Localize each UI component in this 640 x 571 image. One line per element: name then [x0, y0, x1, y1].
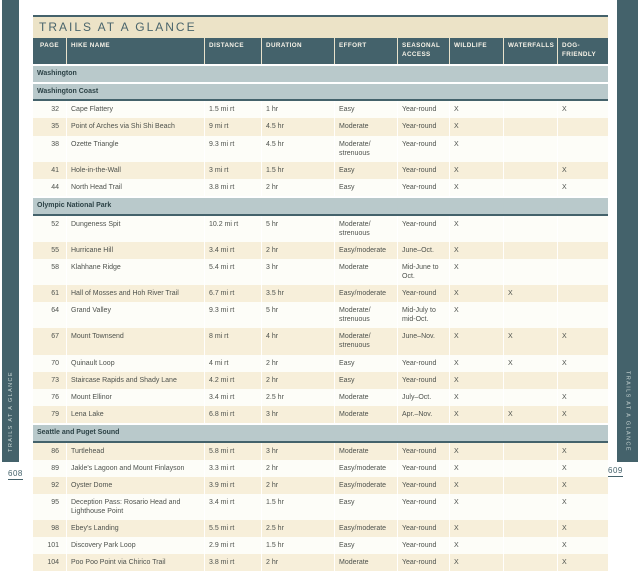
cell-hike: Cape Flattery — [66, 101, 204, 118]
cell-wildlife: X — [449, 259, 503, 285]
cell-distance: 9.3 mi rt — [204, 302, 261, 328]
cell-distance: 3.8 mi rt — [204, 179, 261, 196]
cell-distance: 6.8 mi rt — [204, 406, 261, 423]
cell-effort: Moderate — [334, 389, 397, 406]
cell-seasonal: Year-round — [397, 118, 449, 135]
cell-duration: 3 hr — [261, 443, 334, 460]
cell-effort: Moderate — [334, 554, 397, 571]
cell-page: 86 — [51, 447, 59, 455]
cell-distance: 3 mi rt — [204, 162, 261, 179]
cell-wildlife: X — [449, 443, 503, 460]
cell-wildlife: X — [449, 520, 503, 537]
cell-seasonal: Year-round — [397, 537, 449, 554]
cell-dog: X — [557, 494, 608, 520]
cell-duration: 1 hr — [261, 101, 334, 118]
cell-distance: 4 mi rt — [204, 355, 261, 372]
cell-duration: 2.5 hr — [261, 389, 334, 406]
cell-waterfalls — [503, 372, 557, 389]
cell-page: 70 — [51, 359, 59, 367]
section-heading: Seattle and Puget Sound — [33, 425, 608, 443]
cell-waterfalls — [503, 101, 557, 118]
cell-duration: 3.5 hr — [261, 285, 334, 302]
cell-waterfalls — [503, 389, 557, 406]
cell-seasonal: Year-round — [397, 179, 449, 196]
cell-seasonal: Mid-June to Oct. — [397, 259, 449, 285]
cell-page: 64 — [51, 307, 59, 315]
cell-wildlife: X — [449, 179, 503, 196]
cell-wildlife: X — [449, 554, 503, 571]
column-header-duration: DURATION — [261, 38, 334, 64]
cell-distance: 3.9 mi rt — [204, 477, 261, 494]
trail-row — [33, 520, 608, 537]
cell-hike: Grand Valley — [66, 302, 204, 328]
cell-waterfalls — [503, 537, 557, 554]
cell-effort: Easy/​moderate — [334, 477, 397, 494]
cell-hike: Hole-in-the-Wall — [66, 162, 204, 179]
cell-dog — [557, 118, 608, 135]
cell-hike: Turtlehead — [66, 443, 204, 460]
cell-dog: X — [557, 328, 608, 354]
cell-page: 32 — [51, 106, 59, 114]
cell-seasonal: Mid-July to mid-Oct. — [397, 302, 449, 328]
cell-dog — [557, 302, 608, 328]
cell-duration: 1.5 hr — [261, 162, 334, 179]
cell-dog — [557, 216, 608, 242]
trail-row — [33, 118, 608, 135]
cell-page: 95 — [51, 498, 59, 506]
cell-distance: 4.2 mi rt — [204, 372, 261, 389]
cell-hike: Quinault Loop — [66, 355, 204, 372]
cell-wildlife: X — [449, 389, 503, 406]
cell-hike: Oyster Dome — [66, 477, 204, 494]
cell-hike: North Head Trail — [66, 179, 204, 196]
cell-effort: Moderate/​strenuous — [334, 302, 397, 328]
cell-dog: X — [557, 477, 608, 494]
cell-hike: Ebey's Landing — [66, 520, 204, 537]
cell-seasonal: Year-round — [397, 285, 449, 302]
cell-effort: Easy/​moderate — [334, 242, 397, 259]
trail-row — [33, 477, 608, 494]
cell-waterfalls — [503, 259, 557, 285]
cell-distance: 3.8 mi rt — [204, 554, 261, 571]
right-tab-label: TRAILS AT A GLANCE — [624, 371, 631, 452]
cell-page: 44 — [51, 183, 59, 191]
cell-waterfalls — [503, 162, 557, 179]
cell-page: 52 — [51, 220, 59, 228]
trail-row — [33, 216, 608, 242]
cell-duration: 2 hr — [261, 460, 334, 477]
trail-row — [33, 372, 608, 389]
cell-distance: 3.4 mi rt — [204, 389, 261, 406]
cell-effort: Easy — [334, 101, 397, 118]
cell-waterfalls — [503, 136, 557, 162]
cell-duration: 2 hr — [261, 179, 334, 196]
cell-waterfalls — [503, 477, 557, 494]
cell-page: 92 — [51, 481, 59, 489]
cell-wildlife: X — [449, 136, 503, 162]
cell-waterfalls — [503, 118, 557, 135]
cell-page: 38 — [51, 140, 59, 148]
cell-effort: Moderate/​strenuous — [334, 216, 397, 242]
cell-hike: Mount Townsend — [66, 328, 204, 354]
cell-hike: Hurricane Hill — [66, 242, 204, 259]
trail-row — [33, 179, 608, 196]
cell-page: 89 — [51, 464, 59, 472]
trail-row — [33, 406, 608, 423]
cell-duration: 1.5 hr — [261, 494, 334, 520]
cell-dog: X — [557, 554, 608, 571]
trail-row — [33, 537, 608, 554]
column-header-dog: DOG-FRIENDLY — [557, 38, 608, 64]
cell-wildlife: X — [449, 285, 503, 302]
cell-page: 58 — [51, 263, 59, 271]
cell-wildlife: X — [449, 406, 503, 423]
cell-effort: Easy — [334, 372, 397, 389]
left-edge-tab — [2, 0, 19, 462]
section-heading: Washington Coast — [33, 84, 608, 102]
cell-seasonal: Year-round — [397, 216, 449, 242]
cell-duration: 2 hr — [261, 477, 334, 494]
left-tab-label: TRAILS AT A GLANCE — [7, 371, 14, 452]
cell-waterfalls: X — [503, 285, 557, 302]
cell-seasonal: July–Oct. — [397, 389, 449, 406]
cell-page: 76 — [51, 393, 59, 401]
cell-effort: Easy — [334, 355, 397, 372]
cell-wildlife: X — [449, 162, 503, 179]
cell-wildlife: X — [449, 328, 503, 354]
trail-row — [33, 389, 608, 406]
cell-duration: 5 hr — [261, 216, 334, 242]
cell-hike: Discovery Park Loop — [66, 537, 204, 554]
trail-row — [33, 242, 608, 259]
cell-dog — [557, 285, 608, 302]
cell-dog — [557, 259, 608, 285]
cell-page: 61 — [51, 290, 59, 298]
cell-wildlife: X — [449, 494, 503, 520]
cell-wildlife: X — [449, 477, 503, 494]
cell-duration: 5 hr — [261, 302, 334, 328]
column-header-page: PAGE — [40, 42, 59, 49]
section-heading: Olympic National Park — [33, 198, 608, 216]
cell-wildlife: X — [449, 101, 503, 118]
cell-waterfalls — [503, 216, 557, 242]
cell-dog: X — [557, 537, 608, 554]
cell-waterfalls — [503, 443, 557, 460]
trail-row — [33, 101, 608, 118]
cell-hike: Staircase Rapids and Shady Lane — [66, 372, 204, 389]
trail-row — [33, 136, 608, 162]
cell-dog — [557, 136, 608, 162]
cell-duration: 2 hr — [261, 355, 334, 372]
cell-duration: 3 hr — [261, 406, 334, 423]
cell-wildlife: X — [449, 372, 503, 389]
cell-distance: 6.7 mi rt — [204, 285, 261, 302]
cell-duration: 4.5 hr — [261, 118, 334, 135]
cell-distance: 3.4 mi rt — [204, 242, 261, 259]
cell-distance: 5.4 mi rt — [204, 259, 261, 285]
cell-effort: Easy — [334, 162, 397, 179]
cell-wildlife: X — [449, 216, 503, 242]
column-header-seasonal: SEASONAL ACCESS — [397, 38, 449, 64]
cell-seasonal: Year-round — [397, 162, 449, 179]
cell-page: 101 — [47, 542, 59, 550]
cell-waterfalls: X — [503, 328, 557, 354]
cell-effort: Easy — [334, 537, 397, 554]
cell-hike: Lena Lake — [66, 406, 204, 423]
trail-row — [33, 302, 608, 328]
cell-hike: Point of Arches via Shi Shi Beach — [66, 118, 204, 135]
trails-table — [33, 15, 608, 571]
cell-dog: X — [557, 179, 608, 196]
cell-page: 35 — [51, 123, 59, 131]
cell-seasonal: Apr.–Nov. — [397, 406, 449, 423]
cell-waterfalls: X — [503, 406, 557, 423]
cell-distance: 10.2 mi rt — [204, 216, 261, 242]
cell-distance: 9 mi rt — [204, 118, 261, 135]
cell-seasonal: Year-round — [397, 443, 449, 460]
cell-dog: X — [557, 520, 608, 537]
cell-hike: Klahhane Ridge — [66, 259, 204, 285]
cell-dog: X — [557, 460, 608, 477]
column-header-row — [33, 38, 608, 64]
cell-duration: 2 hr — [261, 372, 334, 389]
cell-wildlife: X — [449, 537, 503, 554]
cell-hike: Poo Poo Point via Chirico Trail — [66, 554, 204, 571]
right-page-number: 609 — [608, 466, 623, 475]
section-heading: Washington — [33, 66, 608, 82]
cell-effort: Easy/​moderate — [334, 460, 397, 477]
cell-seasonal: Year-round — [397, 460, 449, 477]
cell-hike: Deception Pass: Rosario Head and Lighthouse Point — [66, 494, 204, 520]
cell-page: 79 — [51, 410, 59, 418]
cell-dog: X — [557, 443, 608, 460]
column-header-wildlife: WILDLIFE — [449, 38, 503, 64]
cell-page: 73 — [51, 376, 59, 384]
cell-wildlife: X — [449, 302, 503, 328]
cell-seasonal: June–Nov. — [397, 328, 449, 354]
cell-distance: 3.4 mi rt — [204, 494, 261, 520]
cell-distance: 3.3 mi rt — [204, 460, 261, 477]
column-header-distance: DISTANCE — [204, 38, 261, 64]
cell-wildlife: X — [449, 355, 503, 372]
cell-waterfalls — [503, 520, 557, 537]
cell-waterfalls — [503, 242, 557, 259]
cell-distance: 1.5 mi rt — [204, 101, 261, 118]
trail-row — [33, 259, 608, 285]
cell-hike: Jakle's Lagoon and Mount Finlayson — [66, 460, 204, 477]
cell-dog — [557, 242, 608, 259]
cell-effort: Moderate — [334, 259, 397, 285]
cell-dog: X — [557, 162, 608, 179]
cell-hike: Mount Ellinor — [66, 389, 204, 406]
cell-effort: Moderate — [334, 118, 397, 135]
cell-duration: 4.5 hr — [261, 136, 334, 162]
cell-wildlife: X — [449, 118, 503, 135]
cell-seasonal: Year-round — [397, 477, 449, 494]
cell-waterfalls: X — [503, 355, 557, 372]
cell-dog — [557, 372, 608, 389]
cell-waterfalls — [503, 460, 557, 477]
column-header-effort: EFFORT — [334, 38, 397, 64]
cell-effort: Moderate/​strenuous — [334, 328, 397, 354]
trail-row — [33, 162, 608, 179]
cell-distance: 9.3 mi rt — [204, 136, 261, 162]
cell-dog: X — [557, 355, 608, 372]
cell-page: 98 — [51, 525, 59, 533]
cell-effort: Easy — [334, 494, 397, 520]
cell-waterfalls — [503, 302, 557, 328]
cell-seasonal: Year-round — [397, 355, 449, 372]
cell-duration: 1.5 hr — [261, 537, 334, 554]
cell-seasonal: Year-round — [397, 372, 449, 389]
trail-row — [33, 285, 608, 302]
table-title: TRAILS AT A GLANCE — [33, 15, 608, 38]
cell-effort: Moderate — [334, 443, 397, 460]
trail-row — [33, 460, 608, 477]
cell-page: 55 — [51, 246, 59, 254]
cell-distance: 2.9 mi rt — [204, 537, 261, 554]
column-header-waterfalls: WATERFALLS — [503, 38, 557, 64]
cell-distance: 8 mi rt — [204, 328, 261, 354]
cell-waterfalls — [503, 554, 557, 571]
cell-effort: Moderate/​strenuous — [334, 136, 397, 162]
right-edge-tab — [617, 0, 638, 462]
cell-duration: 2 hr — [261, 554, 334, 571]
cell-seasonal: Year-round — [397, 494, 449, 520]
trail-row — [33, 443, 608, 460]
cell-duration: 4 hr — [261, 328, 334, 354]
cell-page: 41 — [51, 166, 59, 174]
cell-seasonal: June–Oct. — [397, 242, 449, 259]
cell-duration: 2.5 hr — [261, 520, 334, 537]
cell-effort: Easy — [334, 179, 397, 196]
cell-distance: 5.8 mi rt — [204, 443, 261, 460]
cell-hike: Dungeness Spit — [66, 216, 204, 242]
cell-wildlife: X — [449, 242, 503, 259]
cell-waterfalls — [503, 179, 557, 196]
column-header-hike: HIKE NAME — [66, 38, 204, 64]
table-body — [33, 66, 608, 571]
cell-page: 104 — [47, 559, 59, 567]
cell-dog: X — [557, 406, 608, 423]
cell-seasonal: Year-round — [397, 520, 449, 537]
trail-row — [33, 554, 608, 571]
cell-wildlife: X — [449, 460, 503, 477]
cell-effort: Easy/​moderate — [334, 285, 397, 302]
trail-row — [33, 328, 608, 354]
cell-duration: 3 hr — [261, 259, 334, 285]
left-page-number: 608 — [8, 469, 23, 478]
cell-seasonal: Year-round — [397, 554, 449, 571]
cell-duration: 2 hr — [261, 242, 334, 259]
cell-effort: Easy/​moderate — [334, 520, 397, 537]
cell-page: 67 — [51, 333, 59, 341]
cell-hike: Ozette Triangle — [66, 136, 204, 162]
trail-row — [33, 355, 608, 372]
cell-dog: X — [557, 101, 608, 118]
cell-distance: 5.5 mi rt — [204, 520, 261, 537]
cell-seasonal: Year-round — [397, 136, 449, 162]
cell-hike: Hall of Mosses and Hoh River Trail — [66, 285, 204, 302]
cell-dog: X — [557, 389, 608, 406]
cell-effort: Moderate — [334, 406, 397, 423]
cell-seasonal: Year-round — [397, 101, 449, 118]
